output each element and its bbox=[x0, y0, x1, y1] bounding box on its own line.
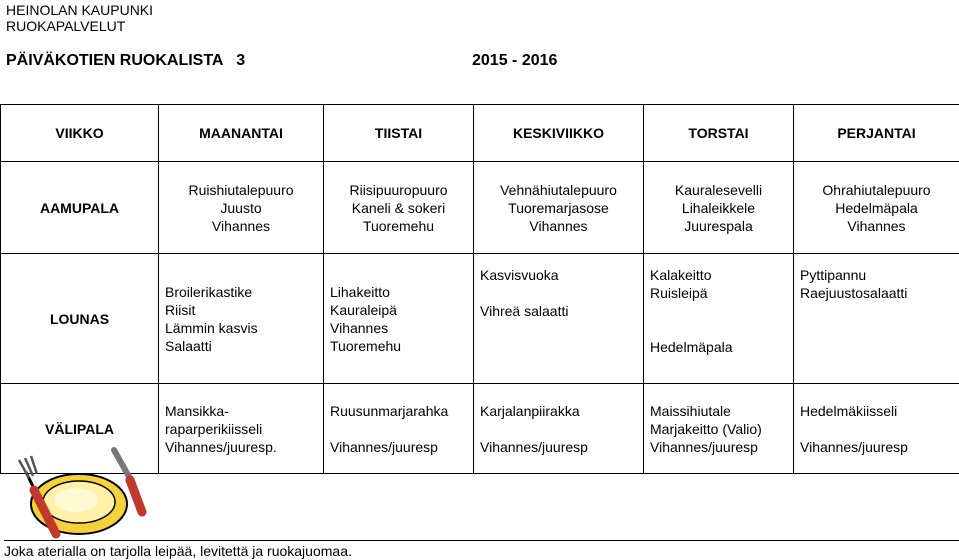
plate-cutlery-icon bbox=[4, 442, 154, 542]
header-row bbox=[1, 105, 959, 162]
header-wednesday: KESKIVIIKKO bbox=[474, 105, 644, 162]
menu-cell: Ohrahiutalepuuro Hedelmäpala Vihannes bbox=[794, 162, 959, 254]
page-title: PÄIVÄKOTIEN RUOKALISTA 3 bbox=[6, 52, 246, 69]
menu-cell: Vehnähiutalepuuro Tuoremarjasose Vihannes bbox=[474, 162, 644, 254]
menu-cell: Lihakeitto Kauraleipä Vihannes Tuoremehu bbox=[324, 254, 474, 384]
menu-cell: Mansikka- raparperikiisseli Vihannes/juuresp. bbox=[159, 384, 324, 474]
row-label-lounas: LOUNAS bbox=[1, 254, 159, 384]
menu-cell: Karjalanpiirakka Vihannes/juuresp bbox=[474, 384, 644, 474]
org-name: HEINOLAN KAUPUNKI bbox=[6, 2, 154, 18]
header-tuesday: TIISTAI bbox=[324, 105, 474, 162]
header-monday: MAANANTAI bbox=[159, 105, 324, 162]
row-label-aamupala: AAMUPALA bbox=[1, 162, 159, 254]
header-thursday: TORSTAI bbox=[644, 105, 794, 162]
header-friday: PERJANTAI bbox=[794, 105, 959, 162]
menu-cell: Kasvisvuoka Vihreä salaatti bbox=[474, 254, 644, 384]
menu-cell: Hedelmäkiisseli Vihannes/juuresp bbox=[794, 384, 959, 474]
menu-cell: Kauralesevelli Lihaleikkele Juurespala bbox=[644, 162, 794, 254]
school-year: 2015 - 2016 bbox=[472, 52, 558, 69]
menu-cell: Pyttipannu Raejuustosalaatti bbox=[794, 254, 959, 384]
menu-cell: Broilerikastike Riisit Lämmin kasvis Salaatti bbox=[159, 254, 324, 384]
org-department: RUOKAPALVELUT bbox=[6, 18, 126, 34]
menu-cell: Kalakeitto Ruisleipä Hedelmäpala bbox=[644, 254, 794, 384]
footer-note: Joka aterialla on tarjolla leipää, levitettä ja ruokajuomaa. bbox=[4, 540, 959, 559]
menu-table bbox=[0, 104, 959, 474]
header-week: VIIKKO bbox=[1, 105, 159, 162]
table-row bbox=[1, 162, 959, 254]
row-label-valipala: VÄLIPALA bbox=[1, 384, 159, 474]
menu-cell: Ruusunmarjarahka Vihannes/juuresp bbox=[324, 384, 474, 474]
menu-cell: Riisipuuropuuro Kaneli & sokeri Tuoremehu bbox=[324, 162, 474, 254]
menu-cell: Ruishiutalepuuro Juusto Vihannes bbox=[159, 162, 324, 254]
menu-cell: Maissihiutale Marjakeitto (Valio) Vihannes/juuresp bbox=[644, 384, 794, 474]
table-row bbox=[1, 254, 959, 384]
